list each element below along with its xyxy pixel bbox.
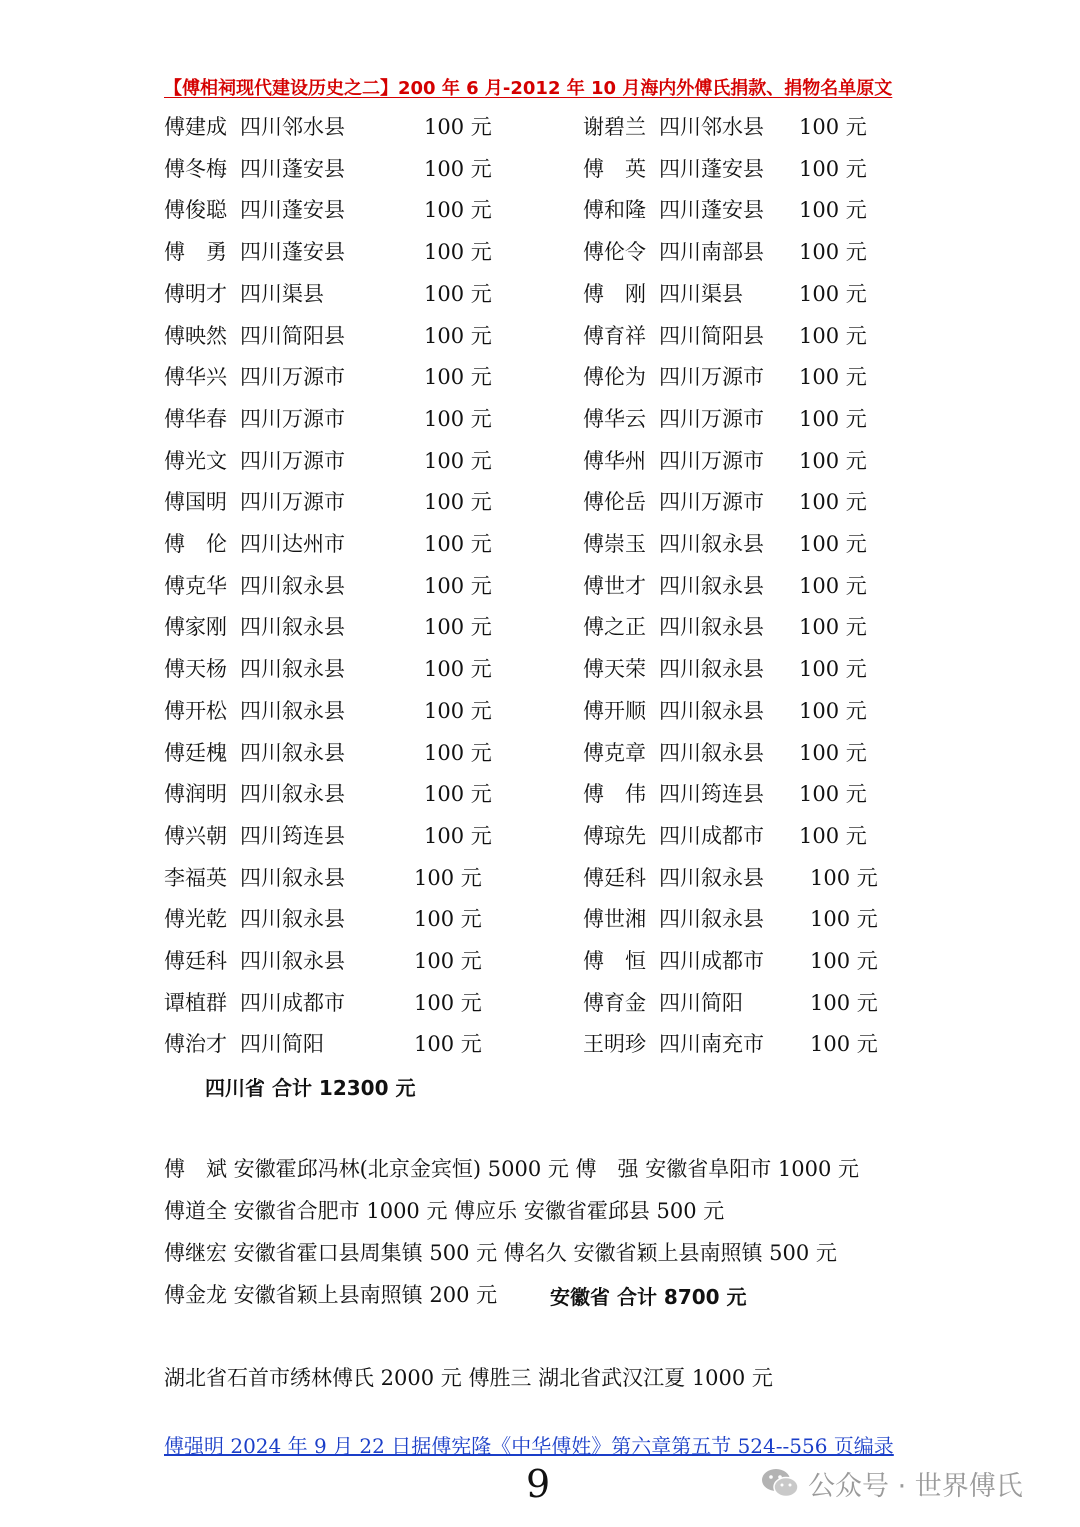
anhui-line-3: 傅继宏 安徽省霍口县周集镇 500 元 傅名久 安徽省颖上县南照镇 500 元	[164, 1241, 837, 1265]
donor-place: 四川南部县	[659, 240, 764, 265]
anhui-line-4: 傅金龙 安徽省颖上县南照镇 200 元	[164, 1283, 498, 1307]
donor-name: 傅华春	[164, 406, 227, 431]
donor-name: 傅育祥	[583, 323, 646, 348]
donor-amount: 100 元	[799, 823, 867, 848]
donor-name: 傅崇玉	[583, 532, 646, 556]
donor-place: 四川简阳	[240, 1032, 324, 1057]
donor-amount: 100 元	[799, 448, 867, 473]
donor-row	[0, 1026, 1080, 1062]
donor-name: 傅克华	[164, 573, 227, 598]
donor-name: 傅 伟	[583, 782, 646, 807]
donor-place: 四川叙永县	[659, 657, 764, 682]
sichuan-subtotal: 四川省 合计 12300 元	[205, 1076, 416, 1100]
donor-row	[0, 318, 1080, 354]
donor-name: 傅育金	[583, 990, 646, 1015]
donor-name: 傅光乾	[164, 907, 227, 932]
donor-amount: 100 元	[424, 240, 492, 265]
donor-row	[0, 192, 1080, 228]
donor-name: 傅廷科	[164, 949, 227, 973]
donor-row	[0, 568, 1080, 604]
wechat-icon	[760, 1466, 800, 1500]
donor-name: 傅和隆	[583, 198, 646, 223]
donor-amount: 100 元	[424, 365, 492, 390]
donor-amount: 100 元	[424, 532, 492, 556]
donor-place: 四川叙永县	[659, 698, 764, 723]
donor-place: 四川成都市	[659, 949, 764, 973]
anhui-subtotal: 安徽省 合计 8700 元	[550, 1285, 747, 1309]
donor-place: 四川万源市	[659, 490, 764, 515]
donor-name: 傅开松	[164, 698, 227, 723]
donor-row	[0, 776, 1080, 812]
donor-row	[0, 484, 1080, 520]
donor-amount: 100 元	[424, 823, 492, 848]
anhui-line-2: 傅道全 安徽省合肥市 1000 元 傅应乐 安徽省霍邱县 500 元	[164, 1199, 725, 1223]
donor-row	[0, 443, 1080, 479]
donor-place: 四川叙永县	[240, 782, 345, 807]
donor-amount: 100 元	[799, 490, 867, 515]
donor-place: 四川叙永县	[659, 573, 764, 598]
donor-place: 四川叙永县	[240, 657, 345, 682]
donor-name: 傅廷槐	[164, 740, 227, 765]
donor-amount: 100 元	[799, 698, 867, 723]
donor-name: 傅华云	[583, 406, 646, 431]
donor-name: 傅天荣	[583, 657, 646, 682]
donor-row	[0, 860, 1080, 896]
donor-amount: 100 元	[424, 573, 492, 598]
donor-amount: 100 元	[810, 1032, 878, 1057]
donor-amount: 100 元	[424, 323, 492, 348]
donor-amount: 100 元	[799, 573, 867, 598]
donor-name: 傅之正	[583, 615, 646, 640]
donor-name: 傅国明	[164, 490, 227, 515]
donor-amount: 100 元	[424, 740, 492, 765]
donor-place: 四川达州市	[240, 532, 345, 556]
donor-amount: 100 元	[799, 615, 867, 640]
donor-place: 四川邻水县	[659, 115, 764, 139]
donor-place: 四川蓬安县	[240, 198, 345, 223]
donor-name: 傅开顺	[583, 698, 646, 723]
donor-row	[0, 401, 1080, 437]
donor-place: 四川叙永县	[659, 532, 764, 556]
donor-row	[0, 609, 1080, 645]
donor-place: 四川南充市	[659, 1032, 764, 1057]
donor-amount: 100 元	[424, 657, 492, 682]
anhui-line-1: 傅 斌 安徽霍邱冯林(北京金宾恒) 5000 元 傅 强 安徽省阜阳市 1000 元	[164, 1157, 859, 1181]
donor-name: 傅 刚	[583, 281, 646, 306]
donor-amount: 100 元	[424, 448, 492, 473]
donor-name: 谢碧兰	[583, 115, 646, 139]
donor-place: 四川叙永县	[240, 698, 345, 723]
donor-name: 傅俊聪	[164, 198, 227, 223]
donor-place: 四川简阳	[659, 990, 743, 1015]
donor-place: 四川叙永县	[659, 615, 764, 640]
donor-name: 傅润明	[164, 782, 227, 807]
donor-place: 四川蓬安县	[240, 240, 345, 265]
donor-place: 四川叙永县	[240, 615, 345, 640]
donor-name: 傅明才	[164, 281, 227, 306]
document-header: 【傅相祠现代建设历史之二】200 年 6 月-2012 年 10 月海内外傅氏捐款、捐物名单原文	[164, 78, 893, 99]
donor-amount: 100 元	[799, 657, 867, 682]
donor-name: 傅世才	[583, 573, 646, 598]
donor-row	[0, 109, 1080, 145]
donor-amount: 100 元	[424, 615, 492, 640]
donor-place: 四川蓬安县	[659, 156, 764, 181]
donor-place: 四川蓬安县	[240, 156, 345, 181]
donor-name: 傅 恒	[583, 949, 646, 973]
donor-row	[0, 901, 1080, 937]
donor-name: 李福英	[164, 865, 227, 890]
donor-place: 四川叙永县	[659, 865, 764, 890]
donor-row	[0, 526, 1080, 562]
donor-place: 四川渠县	[240, 281, 324, 306]
donor-amount: 100 元	[799, 156, 867, 181]
donor-name: 傅华州	[583, 448, 646, 473]
donor-row	[0, 234, 1080, 270]
donor-place: 四川叙永县	[659, 740, 764, 765]
donor-name: 傅伦为	[583, 365, 646, 390]
donor-amount: 100 元	[799, 198, 867, 223]
donor-amount: 100 元	[424, 281, 492, 306]
donor-place: 四川万源市	[240, 490, 345, 515]
donor-row	[0, 276, 1080, 312]
donor-name: 傅 勇	[164, 240, 227, 265]
donor-name: 傅建成	[164, 115, 227, 139]
donor-place: 四川筠连县	[240, 823, 345, 848]
donor-amount: 100 元	[799, 406, 867, 431]
donor-place: 四川万源市	[659, 448, 764, 473]
donor-name: 傅冬梅	[164, 156, 227, 181]
donor-place: 四川蓬安县	[659, 198, 764, 223]
donor-place: 四川万源市	[240, 448, 345, 473]
donor-amount: 100 元	[799, 365, 867, 390]
donor-row	[0, 151, 1080, 187]
donor-amount: 100 元	[799, 740, 867, 765]
donor-amount: 100 元	[424, 115, 492, 139]
donor-amount: 100 元	[810, 865, 878, 890]
hubei-line: 湖北省石首市绣林傅氏 2000 元 傅胜三 湖北省武汉江夏 1000 元	[164, 1366, 773, 1390]
donor-row	[0, 359, 1080, 395]
donor-name: 傅光文	[164, 448, 227, 473]
donor-amount: 100 元	[810, 907, 878, 932]
donor-place: 四川万源市	[659, 406, 764, 431]
donor-name: 王明珍	[583, 1032, 646, 1057]
donor-name: 傅伦令	[583, 240, 646, 265]
donor-amount: 100 元	[414, 907, 482, 932]
donor-name: 谭植群	[164, 990, 227, 1015]
donor-amount: 100 元	[424, 698, 492, 723]
donor-name: 傅廷科	[583, 865, 646, 890]
donor-row	[0, 651, 1080, 687]
donor-name: 傅华兴	[164, 365, 227, 390]
donor-place: 四川筠连县	[659, 782, 764, 807]
donor-amount: 100 元	[414, 949, 482, 973]
donor-amount: 100 元	[799, 281, 867, 306]
donor-amount: 100 元	[810, 949, 878, 973]
donor-name: 傅克章	[583, 740, 646, 765]
donor-name: 傅琼先	[583, 823, 646, 848]
donor-place: 四川叙永县	[240, 740, 345, 765]
donor-place: 四川叙永县	[240, 865, 345, 890]
donor-name: 傅 伦	[164, 532, 227, 556]
donor-place: 四川成都市	[240, 990, 345, 1015]
donor-place: 四川邻水县	[240, 115, 345, 139]
donor-place: 四川成都市	[659, 823, 764, 848]
donor-amount: 100 元	[799, 323, 867, 348]
wechat-watermark	[760, 1465, 1023, 1501]
donor-amount: 100 元	[424, 782, 492, 807]
donor-name: 傅治才	[164, 1032, 227, 1057]
donor-amount: 100 元	[414, 1032, 482, 1057]
donor-place: 四川简阳县	[659, 323, 764, 348]
donor-row	[0, 693, 1080, 729]
donor-place: 四川叙永县	[240, 949, 345, 973]
donor-amount: 100 元	[799, 115, 867, 139]
donor-place: 四川万源市	[240, 406, 345, 431]
donor-place: 四川叙永县	[659, 907, 764, 932]
donor-row	[0, 735, 1080, 771]
donor-place: 四川叙永县	[240, 573, 345, 598]
donor-row	[0, 818, 1080, 854]
donor-amount: 100 元	[799, 240, 867, 265]
source-note-link[interactable]: 傅强明 2024 年 9 月 22 日据傅宪隆《中华傅姓》第六章第五节 524--556 页编录	[164, 1434, 894, 1458]
donor-amount: 100 元	[424, 490, 492, 515]
donor-name: 傅映然	[164, 323, 227, 348]
donor-amount: 100 元	[799, 532, 867, 556]
donor-place: 四川简阳县	[240, 323, 345, 348]
donor-amount: 100 元	[424, 156, 492, 181]
donor-amount: 100 元	[414, 990, 482, 1015]
donor-name: 傅 英	[583, 156, 646, 181]
donor-amount: 100 元	[424, 198, 492, 223]
donor-name: 傅世湘	[583, 907, 646, 932]
donor-row	[0, 985, 1080, 1021]
donor-amount: 100 元	[414, 865, 482, 890]
donor-name: 傅天杨	[164, 657, 227, 682]
donor-name: 傅家刚	[164, 615, 227, 640]
donor-name: 傅兴朝	[164, 823, 227, 848]
donor-place: 四川叙永县	[240, 907, 345, 932]
donor-row	[0, 943, 1080, 979]
watermark-text: 公众号 · 世界傅氏	[808, 1470, 1023, 1502]
donor-place: 四川渠县	[659, 281, 743, 306]
donor-place: 四川万源市	[240, 365, 345, 390]
page-number: 9	[526, 1462, 551, 1506]
donor-name: 傅伦岳	[583, 490, 646, 515]
donor-amount: 100 元	[424, 406, 492, 431]
donor-place: 四川万源市	[659, 365, 764, 390]
donor-amount: 100 元	[810, 990, 878, 1015]
donor-amount: 100 元	[799, 782, 867, 807]
